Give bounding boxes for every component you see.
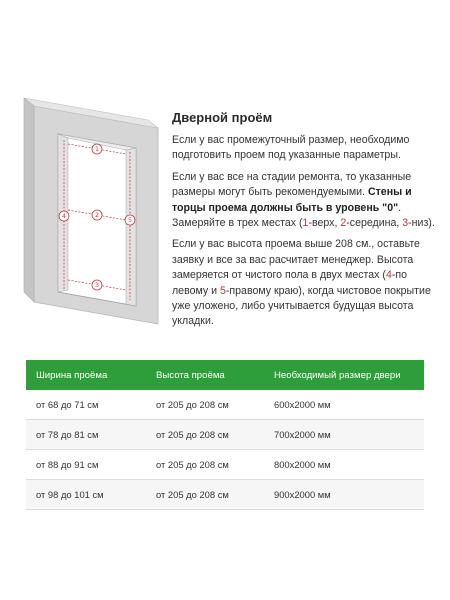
cell-door-size: 700х2000 мм	[264, 420, 424, 450]
marker-ref-4: 4	[385, 269, 392, 282]
marker-1	[92, 144, 102, 154]
marker-ref-2: 2	[340, 217, 347, 230]
table-row	[26, 480, 424, 510]
table-row	[26, 390, 424, 420]
marker-ref-1: 1	[302, 217, 309, 230]
text-segment: Если у вас все на стадии ремонта, то указанные размеры могут быть рекомендуемыми.	[172, 170, 412, 199]
svg-text:2: 2	[95, 212, 99, 219]
header-opening-width: Ширина проёма	[26, 360, 146, 390]
cell-width: от 78 до 81 см	[26, 420, 146, 450]
paragraph-height	[172, 237, 438, 329]
marker-ref-5: 5	[219, 284, 226, 297]
description-block	[172, 110, 438, 336]
marker-4	[59, 211, 69, 221]
text-segment: -верх,	[308, 217, 341, 230]
paragraph-intermediate-size: Если у вас промежуточный размер, необходимо подготовить проем под указанные параметры.	[172, 134, 410, 162]
svg-text:5: 5	[128, 217, 132, 224]
cell-width: от 68 до 71 см	[26, 390, 146, 420]
svg-text:1: 1	[95, 146, 99, 153]
wall-side	[24, 98, 34, 302]
cell-height: от 205 до 208 см	[146, 480, 264, 510]
cell-height: от 205 до 208 см	[146, 420, 264, 450]
table-header-row	[26, 360, 424, 390]
header-opening-height: Высота проёма	[146, 360, 264, 390]
marker-2	[92, 210, 102, 220]
marker-5	[125, 215, 135, 225]
text-emphasis: Стены и торцы проема должны быть в уровень "0"	[172, 186, 412, 214]
svg-text:4: 4	[62, 213, 66, 220]
text-segment: Если у вас высота проема выше 208 см., оставьте заявку и все за вас расчитает менеджер. Высота замеряется от чистого пола в двух местах (	[172, 238, 420, 282]
text-segment: -правому краю), когда чистовое покрытие уже уложено, либо учитывается будущая высота укладки.	[172, 284, 431, 328]
text-segment: -середина,	[346, 217, 403, 230]
door-opening-diagram	[12, 92, 162, 328]
table-row	[26, 420, 424, 450]
size-table-wrapper	[26, 360, 424, 510]
text-segment: . Замеряйте в трех местах (	[172, 201, 402, 230]
paragraph-renovation	[172, 170, 438, 232]
cell-width: от 98 до 101 см	[26, 480, 146, 510]
cell-door-size: 900х2000 мм	[264, 480, 424, 510]
svg-text:3: 3	[95, 282, 99, 289]
cell-width: от 88 до 91 см	[26, 450, 146, 480]
marker-3	[92, 280, 102, 290]
cell-height: от 205 до 208 см	[146, 450, 264, 480]
cell-height: от 205 до 208 см	[146, 390, 264, 420]
text-segment: -низ).	[408, 217, 435, 230]
opening-reveal-right	[126, 148, 136, 306]
table-row	[26, 450, 424, 480]
text-segment: -по левому и	[172, 269, 407, 297]
door-opening-illustration	[12, 92, 162, 328]
door-size-table	[26, 360, 424, 510]
marker-ref-3: 3	[402, 217, 409, 230]
page-title: Дверной проём	[172, 110, 273, 125]
cell-door-size: 600х2000 мм	[264, 390, 424, 420]
header-door-size: Необходимый размер двери	[264, 360, 424, 390]
cell-door-size: 800х2000 мм	[264, 450, 424, 480]
